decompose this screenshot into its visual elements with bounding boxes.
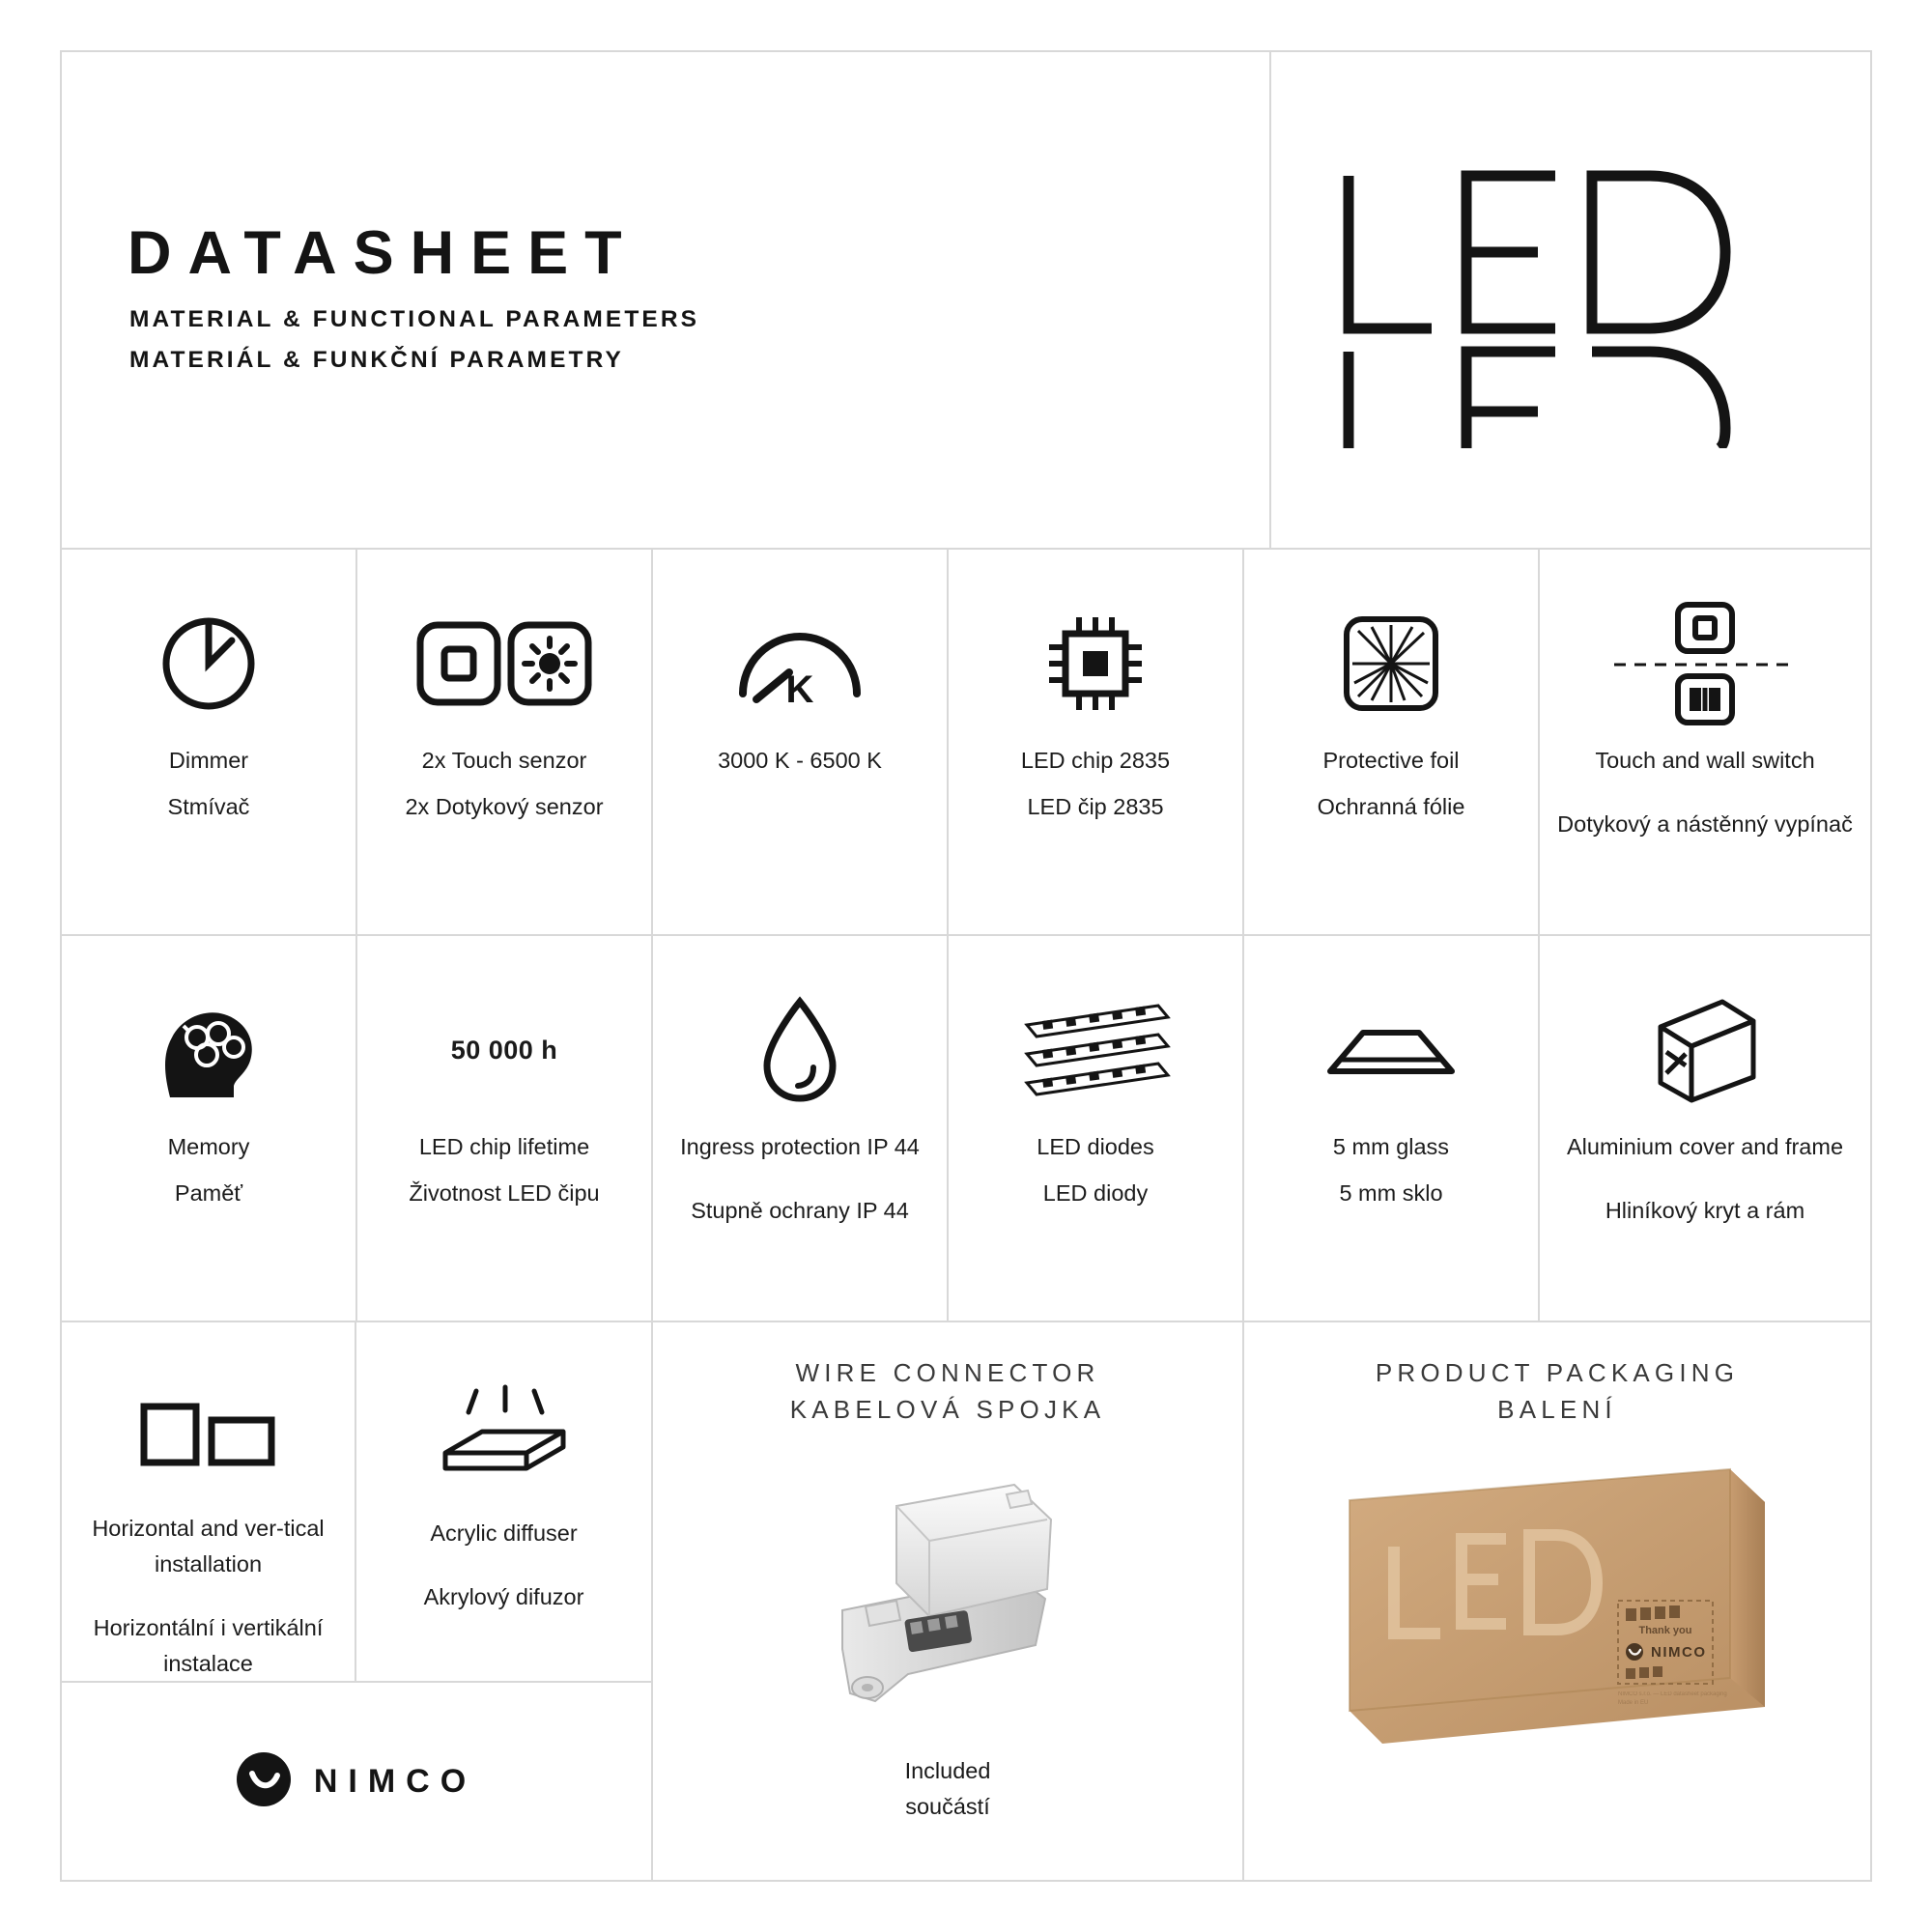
feature-label-cz: Paměť <box>174 1180 243 1207</box>
touch-sensor-icon <box>412 596 596 731</box>
feature-label-cz: Životnost LED čipu <box>409 1180 600 1207</box>
feature-label-cz: 5 mm sklo <box>1339 1180 1443 1207</box>
box-thankyou-text: Thank you <box>1638 1624 1692 1636</box>
feature-label-cz: Hliníkový kryt a rám <box>1605 1198 1805 1224</box>
box-brand-text: NIMCO <box>1651 1643 1707 1661</box>
feature-color-temperature <box>653 550 949 934</box>
feature-label-en: Dimmer <box>168 748 249 773</box>
datasheet-page <box>60 50 1872 1882</box>
led-logo <box>1331 158 1814 468</box>
glass-pane-icon <box>1319 982 1463 1118</box>
feature-ingress-protection <box>653 936 949 1321</box>
wire-connector-caption <box>905 1753 991 1880</box>
feature-row-1 <box>62 550 1870 936</box>
feature-label-en: 2x Touch senzor <box>421 748 587 773</box>
row3-left-column <box>62 1322 653 1880</box>
dimmer-dial-icon <box>156 596 261 731</box>
svg-text:Made in EU: Made in EU <box>1618 1699 1649 1706</box>
wire-connector-section <box>653 1322 1244 1880</box>
feature-acrylic-diffuser <box>356 1322 651 1681</box>
protective-foil-icon <box>1339 596 1443 731</box>
feature-dimmer <box>62 550 357 934</box>
feature-label-en: Touch and wall switch <box>1595 748 1815 773</box>
row3-left-features <box>62 1322 651 1683</box>
lifetime-value: 50 000 h <box>450 1035 558 1065</box>
feature-label-cz: Ochranná fólie <box>1317 794 1465 820</box>
header-title-block <box>62 52 1271 548</box>
cardboard-box-photo <box>1244 1428 1870 1788</box>
page-title: DATASHEET <box>128 219 639 287</box>
brand-block <box>62 1683 651 1880</box>
feature-label-cz: LED čip 2835 <box>1027 794 1164 820</box>
feature-row-3 <box>62 1322 1870 1880</box>
feature-label-cz: Horizontální i vertikální instalace <box>93 1615 324 1676</box>
feature-touch-sensor <box>357 550 653 934</box>
feature-label-en: LED chip 2835 <box>1020 748 1171 773</box>
feature-label-en: Horizontal and ver-tical installation <box>92 1516 325 1577</box>
aluminium-frame-icon <box>1647 982 1763 1118</box>
packaging-title-cz: BALENÍ <box>1497 1394 1617 1424</box>
wire-connector-title-cz: KABELOVÁ SPOJKA <box>789 1394 1106 1424</box>
feature-row-2 <box>62 936 1870 1322</box>
subtitle-czech: MATERIÁL & FUNKČNÍ PARAMETRY <box>129 347 624 373</box>
nimco-brand <box>237 1752 476 1811</box>
touch-wall-switch-icon <box>1608 596 1802 731</box>
feature-aluminium-cover <box>1540 936 1870 1321</box>
svg-text:K: K <box>785 668 814 711</box>
feature-label-en: LED chip lifetime <box>418 1134 590 1159</box>
led-strip-icon <box>1013 982 1178 1118</box>
packaging-caption <box>1554 1789 1561 1880</box>
wire-connector-photo <box>653 1428 1242 1753</box>
lifetime-hours-text <box>451 982 558 1118</box>
led-chip-icon <box>1042 596 1149 731</box>
feature-label-en: Protective foil <box>1322 748 1460 773</box>
feature-label-en: Ingress protection IP 44 <box>680 1134 920 1159</box>
feature-label-cz: LED diody <box>1042 1180 1149 1207</box>
svg-text:NIMCO s.r.o. — LED datasheet p: NIMCO s.r.o. — LED datasheet packaging <box>1618 1690 1727 1697</box>
subtitle-english: MATERIAL & FUNCTIONAL PARAMETERS <box>129 306 700 332</box>
nimco-brand-name: NIMCO <box>313 1762 477 1800</box>
color-temperature-gauge-icon <box>727 596 872 731</box>
feature-glass <box>1244 936 1540 1321</box>
feature-label-en: LED diodes <box>1037 1134 1154 1159</box>
memory-head-icon <box>151 982 267 1118</box>
feature-led-chip <box>949 550 1244 934</box>
feature-label-en: 3000 K - 6500 K <box>718 748 882 773</box>
feature-led-diodes <box>949 936 1244 1321</box>
feature-label-en: Acrylic diffuser <box>430 1520 578 1546</box>
acrylic-diffuser-icon <box>422 1369 586 1504</box>
feature-installation-orientation <box>62 1322 356 1681</box>
feature-label-cz: 2x Dotykový senzor <box>405 794 604 820</box>
feature-label-cz: Stupně ochrany IP 44 <box>691 1198 909 1224</box>
water-drop-icon <box>753 982 846 1118</box>
feature-label-en: 5 mm glass <box>1332 1134 1450 1159</box>
wire-connector-caption-cz: součástí <box>905 1793 990 1819</box>
feature-label-cz: Akrylový difuzor <box>423 1584 584 1610</box>
packaging-title-en: PRODUCT PACKAGING <box>1375 1358 1740 1387</box>
header <box>62 52 1870 550</box>
feature-touch-wall-switch <box>1540 550 1870 934</box>
feature-label-en: Memory <box>167 1134 250 1159</box>
feature-protective-foil <box>1244 550 1540 934</box>
feature-led-lifetime <box>357 936 653 1321</box>
feature-memory <box>62 936 357 1321</box>
wire-connector-caption-en: Included <box>904 1758 991 1784</box>
feature-label-cz: Dotykový a nástěnný vypínač <box>1557 811 1853 838</box>
feature-label-en: Aluminium cover and frame <box>1566 1134 1844 1159</box>
nimco-logo-icon <box>237 1752 291 1811</box>
wire-connector-title-en: WIRE CONNECTOR <box>795 1358 1100 1387</box>
product-packaging-section <box>1244 1322 1870 1880</box>
installation-orientation-icon <box>136 1369 281 1499</box>
header-logo-block <box>1271 52 1870 548</box>
feature-label-cz: Stmívač <box>167 794 250 820</box>
